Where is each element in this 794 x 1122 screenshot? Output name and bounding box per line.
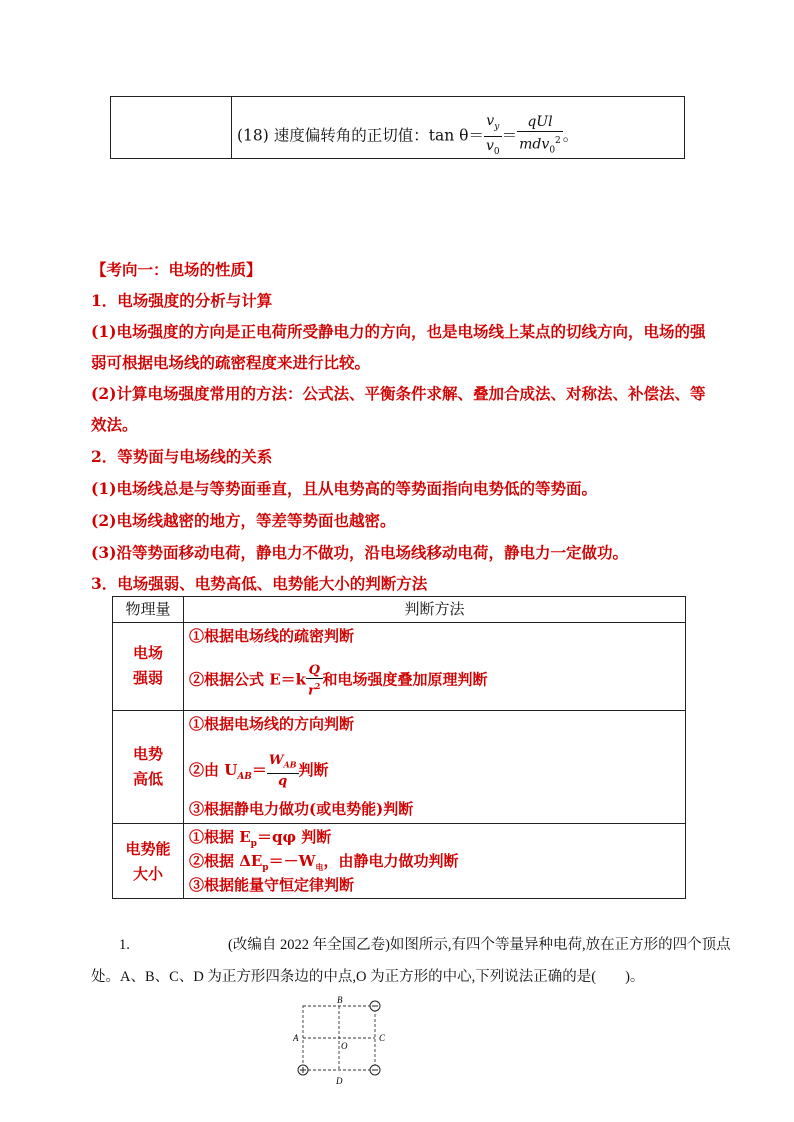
item-prefix: (18) [237, 126, 269, 145]
section-heading: 【考向一：电场的性质】 [91, 260, 262, 279]
question-line2: 处。A、B、C、D 为正方形四条边的中点,O 为正方形的中心,下列说法正确的是( )。 [91, 969, 645, 985]
p1-b-line2: 效法。 [91, 415, 138, 434]
label-D: D [336, 1076, 343, 1086]
row3-method3: ③根据能量守恒定律判断 [189, 876, 355, 894]
top-table [110, 96, 685, 159]
label-B: B [337, 995, 343, 1005]
label-O: O [341, 1041, 348, 1051]
charge-bottom-left [298, 1065, 308, 1075]
p1-b-line1: (2)计算电场强度常用的方法：公式法、平衡条件求解、叠加合成法、对称法、补偿法、等 [91, 384, 706, 403]
p3-title: 3．电场强弱、电势高低、电势能大小的判断方法 [91, 574, 428, 593]
charge-square-figure [290, 992, 390, 1092]
row1-method1: ①根据电场线的疏密判断 [189, 627, 355, 645]
p2-c: (3)沿等势面移动电荷，静电力不做功，沿电场线移动电荷，静电力一定做功。 [91, 543, 628, 562]
label-A: A [293, 1033, 299, 1043]
p2-b: (2)电场线越密的地方，等差等势面也越密。 [91, 511, 396, 530]
row-label-field-strength: 电场 强弱 [132, 644, 163, 687]
row2-method2: ②由 $U_{AB}=$ $\frac{W_{AB}}{q}$ 判断 [189, 753, 329, 789]
row3-method2: ②根据 $\Delta E_p=-W_电$，由静电力做功判断 [189, 852, 459, 873]
charge-top-right [370, 1001, 380, 1011]
row-label-potential: 电势 高低 [132, 745, 163, 788]
table-hline [113, 622, 685, 623]
header-method: 判断方法 [404, 600, 465, 618]
row2-method3: ③根据静电力做功(或电势能)判断 [189, 800, 414, 818]
question-line1: (改编自 2022 年全国乙卷)如图所示,有四个等量异种电荷,放在正方形的四个顶点 [228, 937, 731, 953]
row2-method1: ①根据电场线的方向判断 [189, 715, 355, 733]
p1-a-line2: 弱可根据电场线的疏密程度来进行比较。 [91, 353, 371, 372]
p2-title: 2．等势面与电场线的关系 [91, 447, 273, 466]
p1-a-line1: (1)电场强度的方向是正电荷所受静电力的方向，也是电场线上某点的切线方向，电场的强 [91, 322, 706, 341]
method-table [112, 596, 686, 899]
row3-method1: ①根据 $E_p=q\varphi$ 判断 [189, 828, 332, 849]
item-label: 速度偏转角的正切值：tan θ＝ [273, 126, 484, 145]
tan-formula-line: (18) 速度偏转角的正切值：tan θ＝ $\frac{v_y}{v_0}$ ＝ $\frac{\text{qUl}}{mdv_0^2}$ 。 [237, 112, 578, 161]
p1-title: 1．电场强度的分析与计算 [91, 291, 273, 310]
p2-a: (1)电场线总是与等势面垂直，且从电势高的等势面指向电势低的等势面。 [91, 479, 597, 498]
table-divider [231, 97, 232, 158]
row1-method2: ②根据公式 E＝k $\frac{Q}{r^2}$ 和电场强度叠加原理判断 [189, 663, 488, 699]
table-hline [113, 710, 685, 711]
label-C: C [379, 1033, 386, 1043]
fraction-vy-v0: $\frac{v_y}{v_0}$ [485, 113, 500, 157]
charge-bottom-right [370, 1065, 380, 1075]
table-hline [113, 823, 685, 824]
row-label-potential-energy: 电势能 大小 [125, 840, 171, 883]
fraction-qul: $\frac{\text{qUl}}{mdv_0^2}$ [519, 114, 561, 156]
table-vline [183, 597, 184, 898]
header-quantity: 物理量 [125, 600, 171, 618]
question-number: 1. [119, 937, 130, 953]
